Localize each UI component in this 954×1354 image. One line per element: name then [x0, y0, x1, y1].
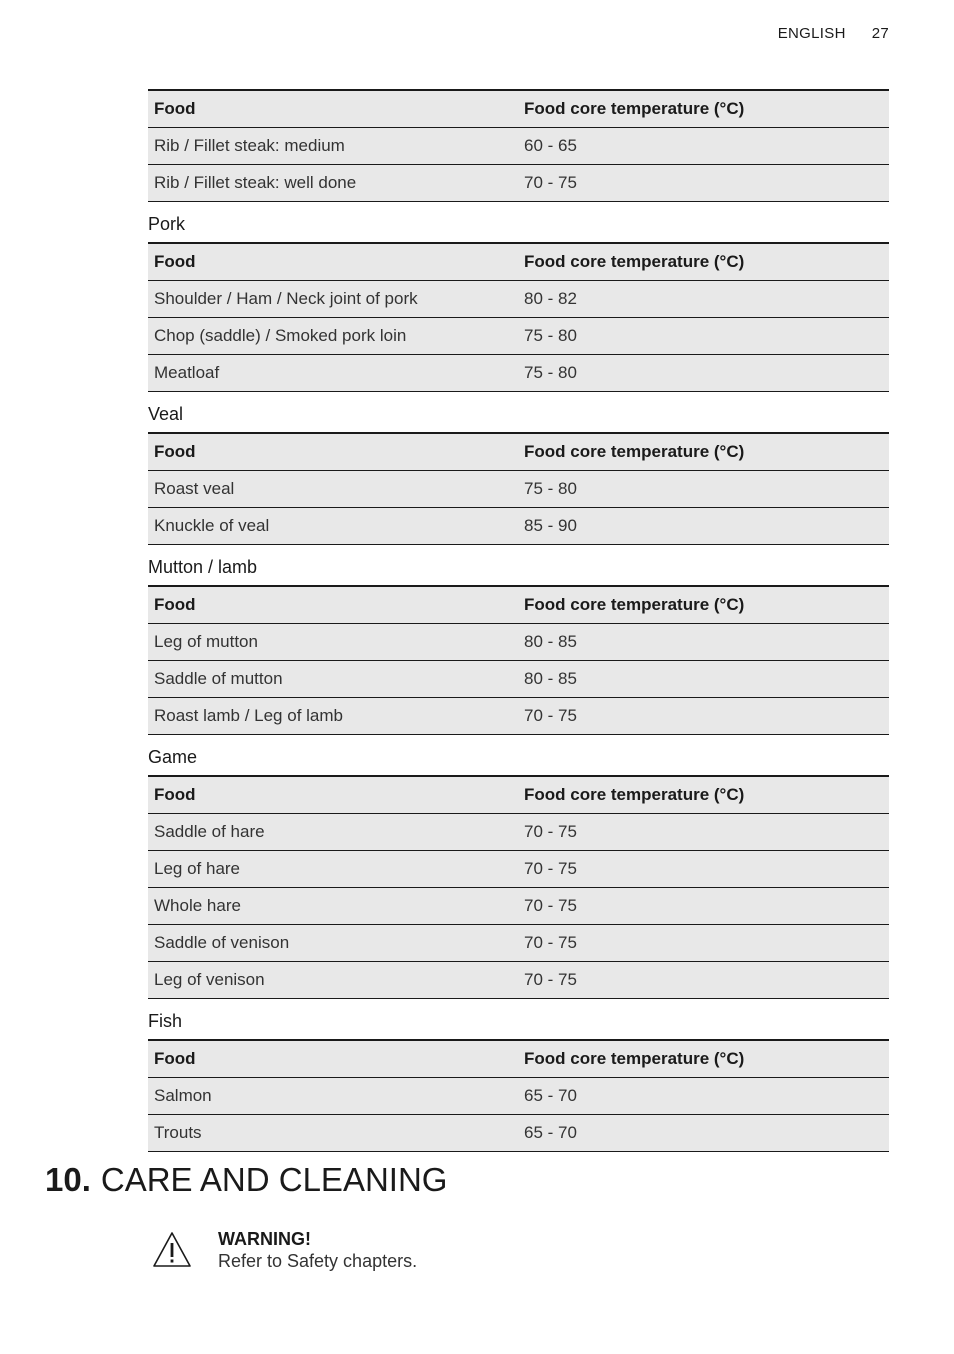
food-cell: Saddle of mutton: [148, 661, 518, 698]
temperature-cell: 70 - 75: [518, 888, 889, 925]
table-header-row: [148, 1040, 889, 1078]
temperature-table: [148, 1039, 889, 1152]
food-cell: Saddle of hare: [148, 814, 518, 851]
temperature-cell: 85 - 90: [518, 508, 889, 545]
table-row: [148, 318, 889, 355]
food-cell: Leg of hare: [148, 851, 518, 888]
temperature-cell: 80 - 85: [518, 661, 889, 698]
column-header-temperature: Food core temperature (°C): [518, 243, 889, 281]
temperature-tables: [148, 89, 889, 1152]
column-header-food: Food: [148, 1040, 518, 1078]
food-cell: Saddle of venison: [148, 925, 518, 962]
food-cell: Salmon: [148, 1078, 518, 1115]
table-row: [148, 624, 889, 661]
page-header: [778, 22, 889, 44]
table-header-row: [148, 243, 889, 281]
warning-text-block: [218, 1228, 417, 1272]
section-title: Fish: [148, 1011, 183, 1031]
temperature-table: [148, 775, 889, 999]
food-cell: Leg of mutton: [148, 624, 518, 661]
column-header-temperature: Food core temperature (°C): [518, 586, 889, 624]
column-header-temperature: Food core temperature (°C): [518, 776, 889, 814]
temperature-table: [148, 432, 889, 545]
column-header-food: Food: [148, 243, 518, 281]
table-row: [148, 698, 889, 735]
temperature-cell: 60 - 65: [518, 128, 889, 165]
language-label: ENGLISH: [777, 24, 846, 42]
warning-triangle-icon: [150, 1228, 194, 1272]
column-header-food: Food: [148, 776, 518, 814]
table-row: [148, 814, 889, 851]
table-row: [148, 471, 889, 508]
food-cell: Rib / Fillet steak: medium: [148, 128, 518, 165]
temperature-table: [148, 585, 889, 735]
temperature-cell: 75 - 80: [518, 318, 889, 355]
warning-notice: [150, 1228, 750, 1278]
food-cell: Knuckle of veal: [148, 508, 518, 545]
temperature-cell: 75 - 80: [518, 471, 889, 508]
temperature-cell: 70 - 75: [518, 962, 889, 999]
chapter-number: 10.: [45, 1161, 91, 1198]
table-row: [148, 165, 889, 202]
temperature-cell: 75 - 80: [518, 355, 889, 392]
food-cell: Roast veal: [148, 471, 518, 508]
section-title: Mutton / lamb: [148, 557, 258, 577]
table-row: [148, 508, 889, 545]
food-cell: Meatloaf: [148, 355, 518, 392]
table-row: [148, 1115, 889, 1152]
food-cell: Shoulder / Ham / Neck joint of pork: [148, 281, 518, 318]
temperature-cell: 70 - 75: [518, 165, 889, 202]
temperature-cell: 65 - 70: [518, 1115, 889, 1152]
column-header-food: Food: [148, 433, 518, 471]
table-row: [148, 851, 889, 888]
table-header-row: [148, 586, 889, 624]
chapter-title: CARE AND CLEANING: [100, 1161, 448, 1198]
food-cell: Chop (saddle) / Smoked pork loin: [148, 318, 518, 355]
warning-body: Refer to Safety chapters.: [218, 1251, 418, 1271]
temperature-table: [148, 242, 889, 392]
table-row: [148, 281, 889, 318]
table-row: [148, 661, 889, 698]
section-title: Game: [148, 747, 198, 767]
food-cell: Whole hare: [148, 888, 518, 925]
page-number: 27: [871, 24, 889, 42]
section-title: Pork: [148, 214, 186, 234]
food-cell: Rib / Fillet steak: well done: [148, 165, 518, 202]
column-header-food: Food: [148, 586, 518, 624]
table-row: [148, 128, 889, 165]
section-title: Veal: [148, 404, 184, 424]
table-row: [148, 925, 889, 962]
temperature-cell: 70 - 75: [518, 814, 889, 851]
table-row: [148, 962, 889, 999]
food-cell: Trouts: [148, 1115, 518, 1152]
temperature-cell: 70 - 75: [518, 698, 889, 735]
table-header-row: [148, 90, 889, 128]
temperature-cell: 80 - 82: [518, 281, 889, 318]
food-cell: Leg of venison: [148, 962, 518, 999]
temperature-cell: 70 - 75: [518, 925, 889, 962]
chapter-heading: [45, 1158, 447, 1202]
table-row: [148, 355, 889, 392]
table-header-row: [148, 433, 889, 471]
column-header-temperature: Food core temperature (°C): [518, 1040, 889, 1078]
column-header-temperature: Food core temperature (°C): [518, 433, 889, 471]
food-cell: Roast lamb / Leg of lamb: [148, 698, 518, 735]
table-row: [148, 888, 889, 925]
temperature-cell: 65 - 70: [518, 1078, 889, 1115]
column-header-temperature: Food core temperature (°C): [518, 90, 889, 128]
warning-title: WARNING!: [218, 1229, 311, 1249]
temperature-cell: 70 - 75: [518, 851, 889, 888]
column-header-food: Food: [148, 90, 518, 128]
table-row: [148, 1078, 889, 1115]
table-header-row: [148, 776, 889, 814]
temperature-table: [148, 89, 889, 202]
temperature-cell: 80 - 85: [518, 624, 889, 661]
